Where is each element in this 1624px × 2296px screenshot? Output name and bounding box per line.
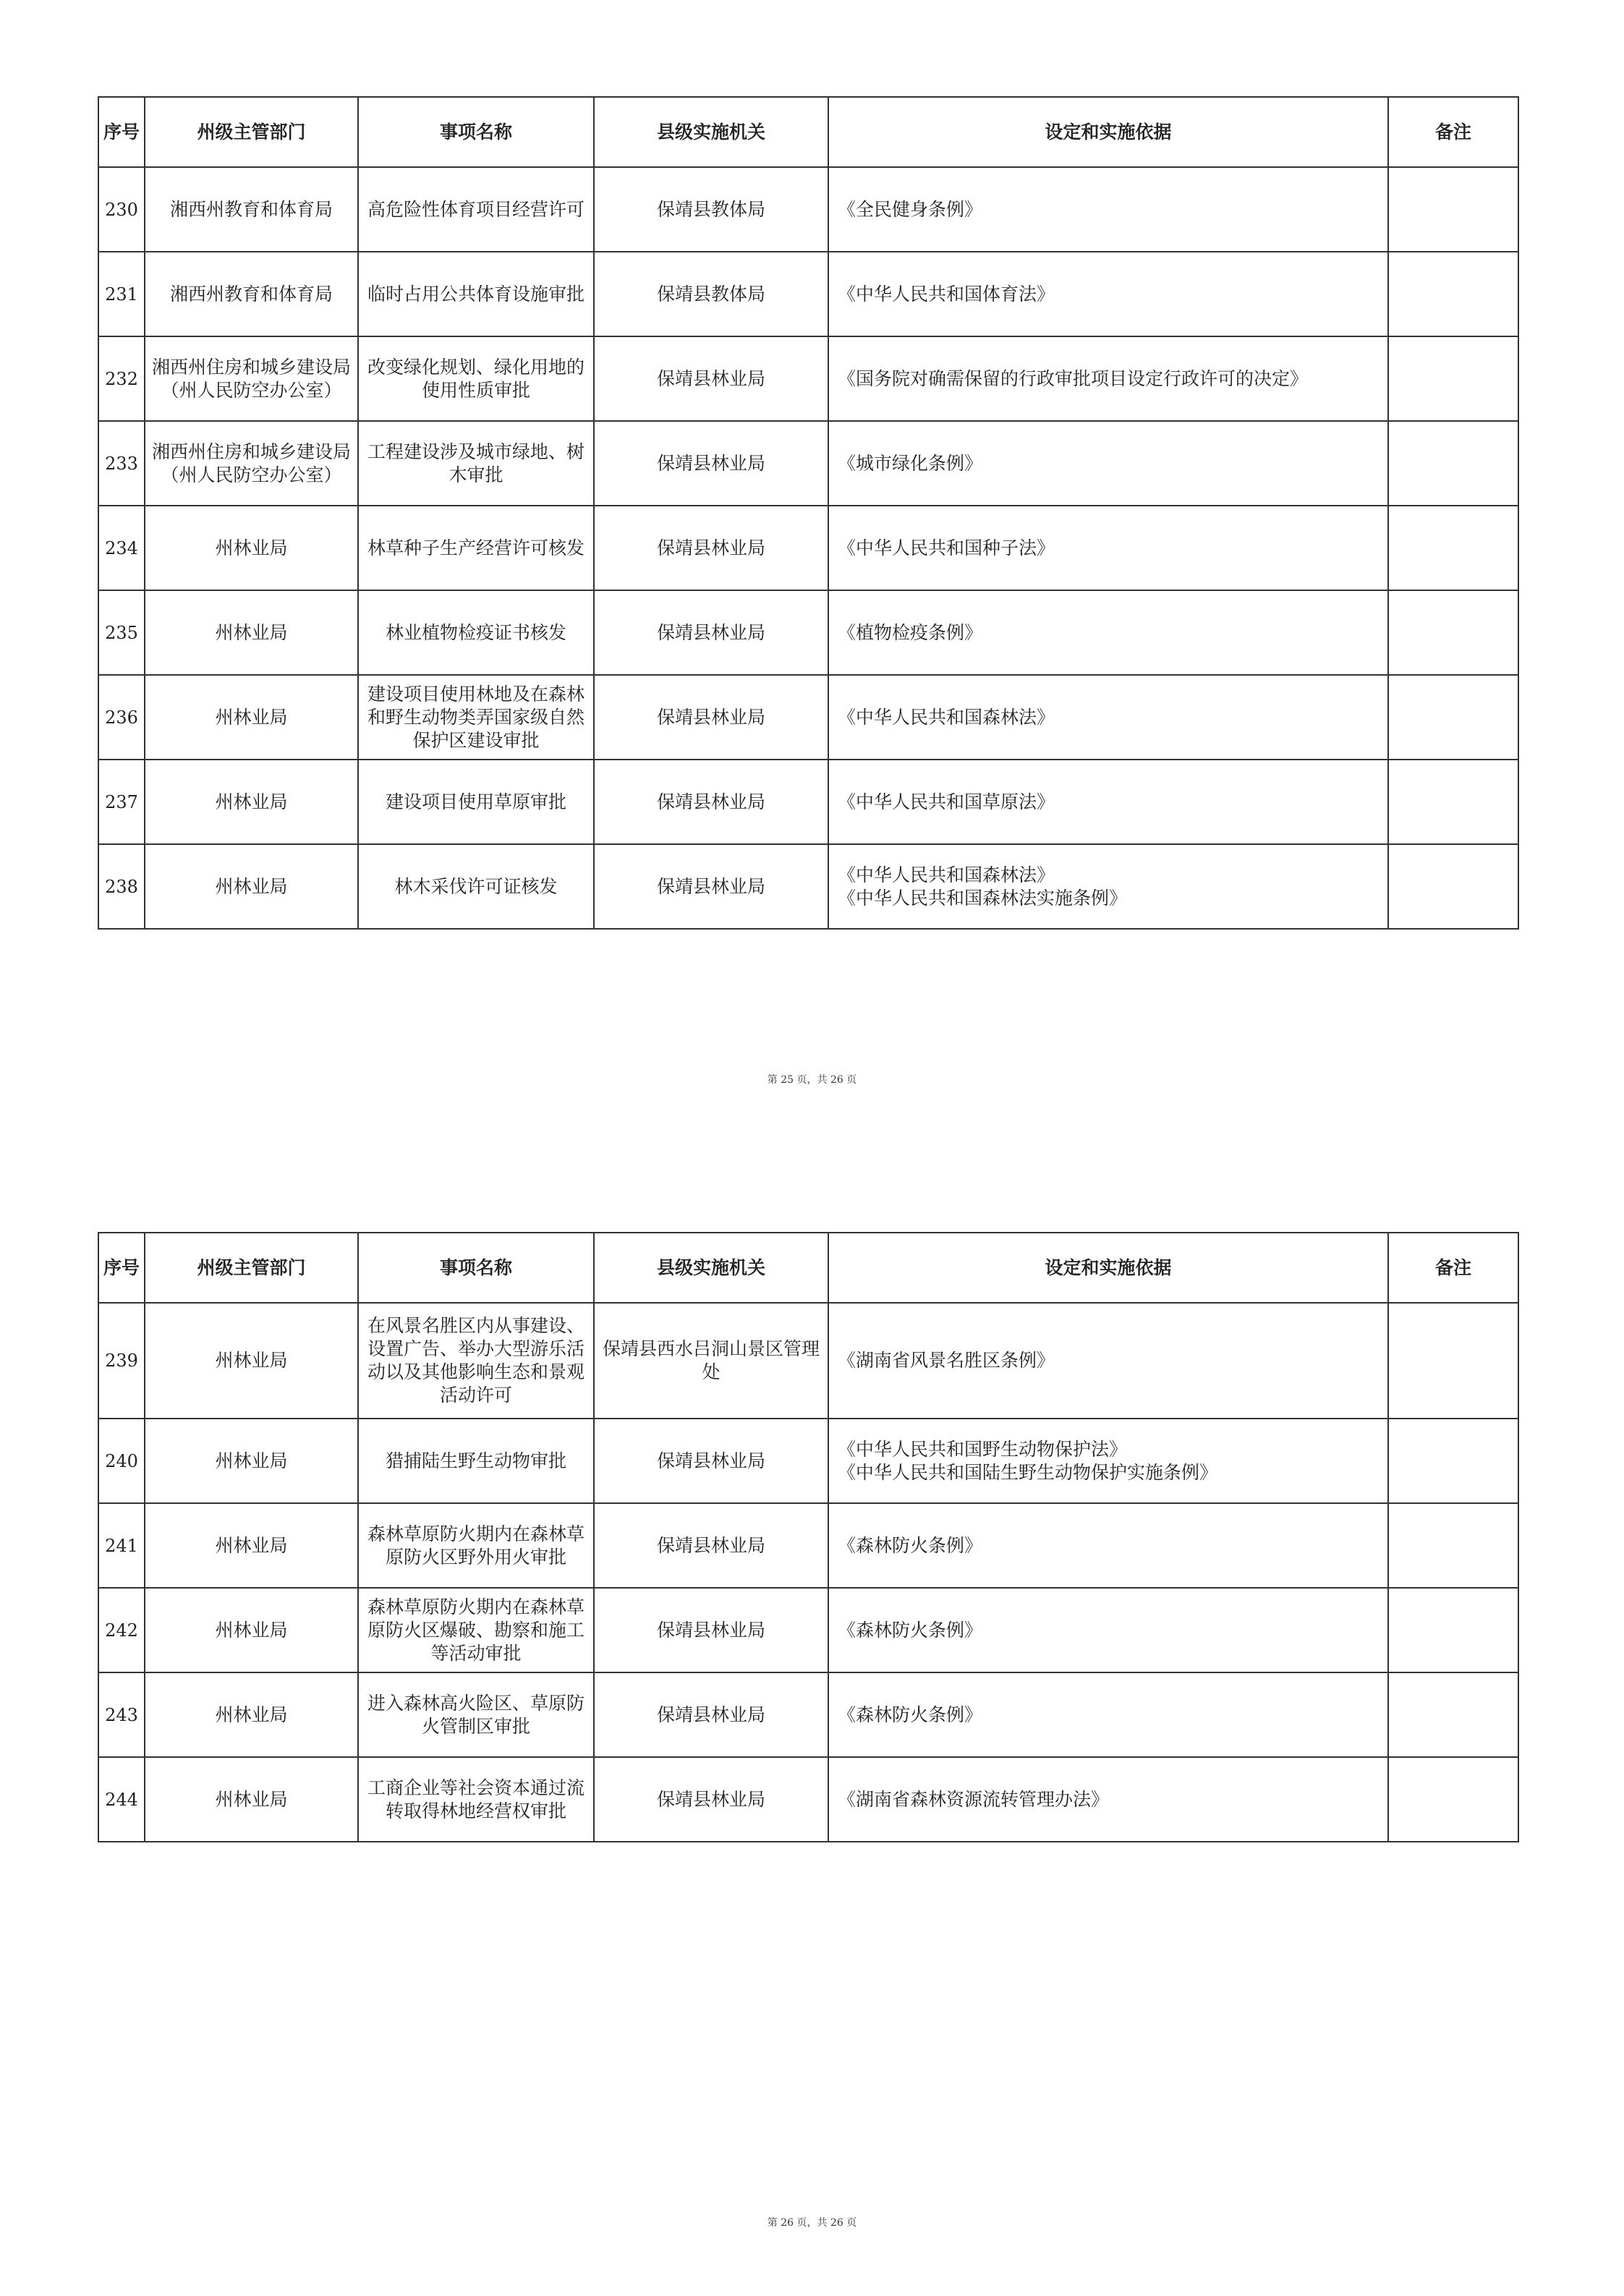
- cell-basis: 《植物检疫条例》: [828, 590, 1388, 675]
- approval-table-page-25: [98, 96, 1519, 930]
- header-item: 事项名称: [358, 1233, 594, 1303]
- cell-no: 241: [98, 1503, 145, 1588]
- table-row: [98, 167, 1518, 252]
- cell-no: 243: [98, 1672, 145, 1757]
- cell-item: 猎捕陆生野生动物审批: [358, 1419, 594, 1503]
- cell-dept: 湘西州教育和体育局: [145, 167, 358, 252]
- cell-note: [1388, 506, 1518, 590]
- cell-agency: 保靖县林业局: [594, 844, 828, 929]
- cell-no: 238: [98, 844, 145, 929]
- cell-dept: 州林业局: [145, 1419, 358, 1503]
- cell-item: 林草种子生产经营许可核发: [358, 506, 594, 590]
- cell-note: [1388, 167, 1518, 252]
- cell-item: 建设项目使用草原审批: [358, 760, 594, 844]
- cell-note: [1388, 336, 1518, 421]
- cell-basis: 《森林防火条例》: [828, 1503, 1388, 1588]
- cell-no: 232: [98, 336, 145, 421]
- cell-agency: 保靖县西水吕洞山景区管理处: [594, 1303, 828, 1419]
- cell-no: 237: [98, 760, 145, 844]
- cell-note: [1388, 760, 1518, 844]
- cell-no: 242: [98, 1588, 145, 1672]
- cell-no: 231: [98, 252, 145, 336]
- cell-agency: 保靖县林业局: [594, 421, 828, 506]
- cell-note: [1388, 1303, 1518, 1419]
- header-no: 序号: [98, 1233, 145, 1303]
- cell-agency: 保靖县教体局: [594, 252, 828, 336]
- cell-basis: 《中华人民共和国草原法》: [828, 760, 1388, 844]
- cell-item: 林业植物检疫证书核发: [358, 590, 594, 675]
- table-row: [98, 675, 1518, 760]
- cell-agency: 保靖县林业局: [594, 675, 828, 760]
- cell-no: 244: [98, 1757, 145, 1842]
- cell-dept: 州林业局: [145, 675, 358, 760]
- table-header-row: [98, 97, 1518, 167]
- cell-note: [1388, 1588, 1518, 1672]
- header-note: 备注: [1388, 97, 1518, 167]
- page-footer: 第 25 页，共 26 页: [767, 1074, 857, 1086]
- cell-agency: 保靖县林业局: [594, 506, 828, 590]
- cell-agency: 保靖县林业局: [594, 1419, 828, 1503]
- table-row: [98, 1757, 1518, 1842]
- cell-note: [1388, 675, 1518, 760]
- cell-dept: 州林业局: [145, 1303, 358, 1419]
- cell-basis: 《森林防火条例》: [828, 1672, 1388, 1757]
- cell-agency: 保靖县林业局: [594, 336, 828, 421]
- header-agency: 县级实施机关: [594, 1233, 828, 1303]
- cell-item: 林木采伐许可证核发: [358, 844, 594, 929]
- header-agency: 县级实施机关: [594, 97, 828, 167]
- cell-dept: 州林业局: [145, 1588, 358, 1672]
- header-basis: 设定和实施依据: [828, 97, 1388, 167]
- header-note: 备注: [1388, 1233, 1518, 1303]
- table-row: [98, 760, 1518, 844]
- cell-basis: 《湖南省风景名胜区条例》: [828, 1303, 1388, 1419]
- cell-item: 高危险性体育项目经营许可: [358, 167, 594, 252]
- cell-agency: 保靖县林业局: [594, 1588, 828, 1672]
- cell-dept: 州林业局: [145, 1503, 358, 1588]
- cell-basis: 《中华人民共和国森林法》 《中华人民共和国森林法实施条例》: [828, 844, 1388, 929]
- table-row: [98, 1503, 1518, 1588]
- cell-no: 235: [98, 590, 145, 675]
- cell-no: 239: [98, 1303, 145, 1419]
- cell-basis: 《全民健身条例》: [828, 167, 1388, 252]
- cell-item: 工程建设涉及城市绿地、树木审批: [358, 421, 594, 506]
- cell-note: [1388, 1503, 1518, 1588]
- header-basis: 设定和实施依据: [828, 1233, 1388, 1303]
- cell-dept: 州林业局: [145, 506, 358, 590]
- cell-dept: 州林业局: [145, 844, 358, 929]
- cell-item: 森林草原防火期内在森林草原防火区野外用火审批: [358, 1503, 594, 1588]
- cell-basis: 《国务院对确需保留的行政审批项目设定行政许可的决定》: [828, 336, 1388, 421]
- cell-dept: 湘西州住房和城乡建设局（州人民防空办公室）: [145, 421, 358, 506]
- cell-dept: 州林业局: [145, 1672, 358, 1757]
- table-header-row: [98, 1233, 1518, 1303]
- cell-agency: 保靖县林业局: [594, 590, 828, 675]
- cell-agency: 保靖县教体局: [594, 167, 828, 252]
- cell-no: 233: [98, 421, 145, 506]
- cell-basis: 《城市绿化条例》: [828, 421, 1388, 506]
- approval-table-page-26: [98, 1232, 1519, 1842]
- cell-dept: 湘西州教育和体育局: [145, 252, 358, 336]
- cell-dept: 州林业局: [145, 1757, 358, 1842]
- cell-basis: 《中华人民共和国体育法》: [828, 252, 1388, 336]
- table-body: [98, 167, 1518, 929]
- cell-note: [1388, 1419, 1518, 1503]
- table-row: [98, 1419, 1518, 1503]
- cell-basis: 《森林防火条例》: [828, 1588, 1388, 1672]
- cell-no: 236: [98, 675, 145, 760]
- table-row: [98, 421, 1518, 506]
- table-row: [98, 844, 1518, 929]
- cell-note: [1388, 252, 1518, 336]
- cell-basis: 《湖南省森林资源流转管理办法》: [828, 1757, 1388, 1842]
- table-row: [98, 252, 1518, 336]
- cell-agency: 保靖县林业局: [594, 1757, 828, 1842]
- cell-basis: 《中华人民共和国种子法》: [828, 506, 1388, 590]
- cell-item: 森林草原防火期内在森林草原防火区爆破、勘察和施工等活动审批: [358, 1588, 594, 1672]
- cell-basis: 《中华人民共和国森林法》: [828, 675, 1388, 760]
- table-row: [98, 336, 1518, 421]
- table-body: [98, 1303, 1518, 1842]
- cell-dept: 州林业局: [145, 590, 358, 675]
- cell-note: [1388, 1757, 1518, 1842]
- cell-agency: 保靖县林业局: [594, 1672, 828, 1757]
- table-row: [98, 1672, 1518, 1757]
- cell-note: [1388, 844, 1518, 929]
- cell-no: 240: [98, 1419, 145, 1503]
- cell-item: 进入森林高火险区、草原防火管制区审批: [358, 1672, 594, 1757]
- cell-agency: 保靖县林业局: [594, 760, 828, 844]
- cell-item: 工商企业等社会资本通过流转取得林地经营权审批: [358, 1757, 594, 1842]
- page-footer: 第 26 页，共 26 页: [767, 2217, 857, 2229]
- cell-item: 改变绿化规划、绿化用地的使用性质审批: [358, 336, 594, 421]
- cell-item: 在风景名胜区内从事建设、设置广告、举办大型游乐活动以及其他影响生态和景观活动许可: [358, 1303, 594, 1419]
- header-dept: 州级主管部门: [145, 1233, 358, 1303]
- cell-no: 234: [98, 506, 145, 590]
- table-row: [98, 1588, 1518, 1672]
- table-row: [98, 590, 1518, 675]
- cell-no: 230: [98, 167, 145, 252]
- header-no: 序号: [98, 97, 145, 167]
- header-item: 事项名称: [358, 97, 594, 167]
- cell-note: [1388, 590, 1518, 675]
- cell-note: [1388, 421, 1518, 506]
- cell-item: 建设项目使用林地及在森林和野生动物类弄国家级自然保护区建设审批: [358, 675, 594, 760]
- cell-basis: 《中华人民共和国野生动物保护法》 《中华人民共和国陆生野生动物保护实施条例》: [828, 1419, 1388, 1503]
- cell-item: 临时占用公共体育设施审批: [358, 252, 594, 336]
- cell-dept: 湘西州住房和城乡建设局（州人民防空办公室）: [145, 336, 358, 421]
- table-row: [98, 1303, 1518, 1419]
- header-dept: 州级主管部门: [145, 97, 358, 167]
- cell-agency: 保靖县林业局: [594, 1503, 828, 1588]
- cell-note: [1388, 1672, 1518, 1757]
- table-row: [98, 506, 1518, 590]
- cell-dept: 州林业局: [145, 760, 358, 844]
